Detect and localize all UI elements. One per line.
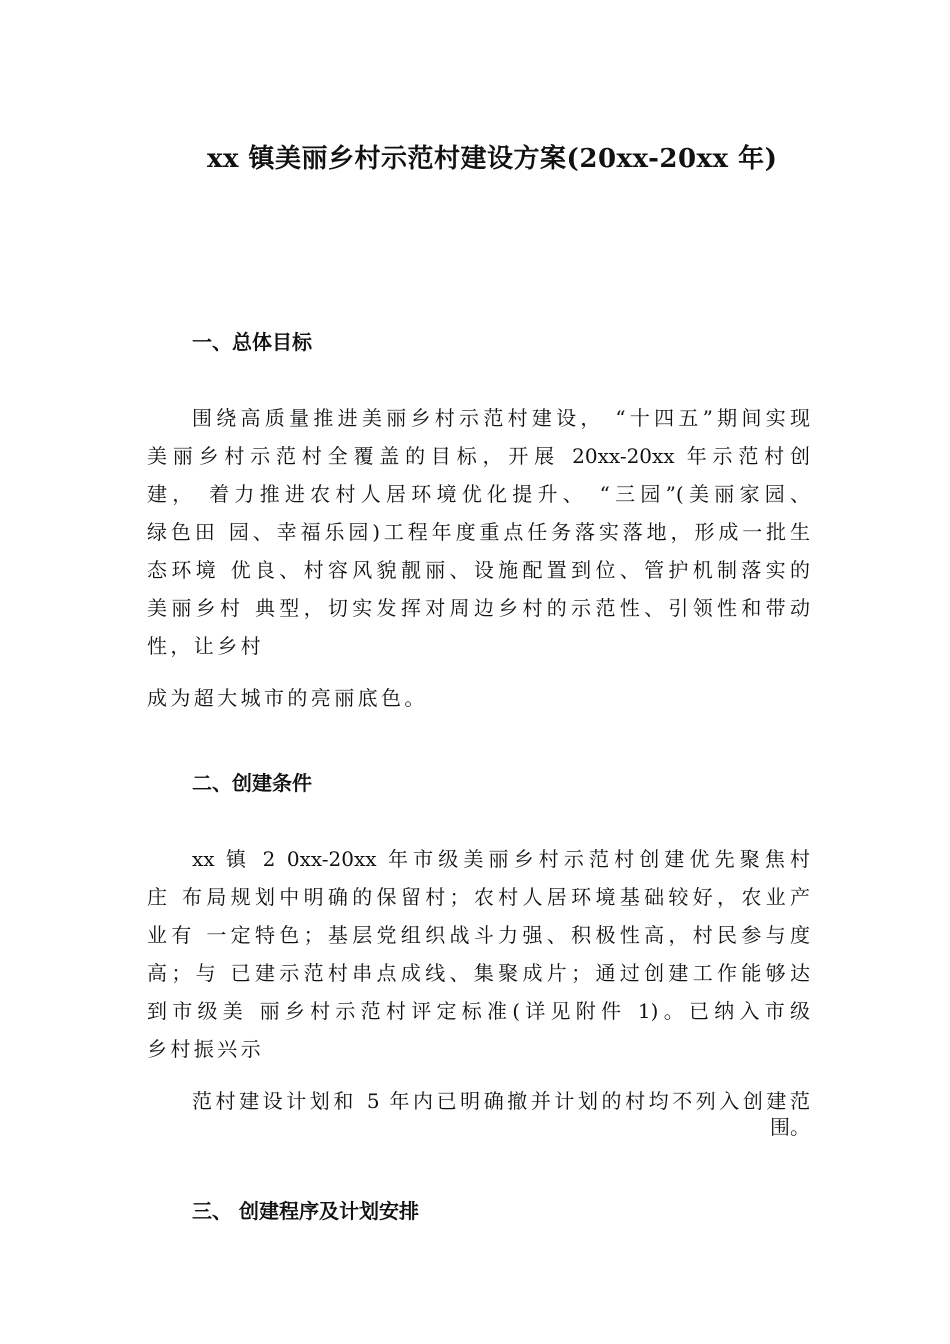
paragraph-line: 建， 着力推进农村人居环境优化提升、 “三园”(美丽家园、 xyxy=(147,482,810,506)
paragraph-line: 乡村振兴示 xyxy=(147,1037,264,1061)
section-heading-conditions: 二、创建条件 xyxy=(192,771,312,795)
paragraph-line: 围绕高质量推进美丽乡村示范村建设， “十四五”期间实现 xyxy=(192,406,810,430)
paragraph-line: 性，让乡村 xyxy=(147,634,264,658)
paragraph-line: xx 镇 2 0xx-20xx 年市级美丽乡村示范村创建优先聚焦村 xyxy=(192,847,810,871)
paragraph-line: 美丽乡村示范村全覆盖的目标，开展 20xx-20xx 年示范村创 xyxy=(147,444,810,468)
section-heading-goals: 一、总体目标 xyxy=(192,330,312,354)
paragraph-line: 美丽乡村 典型，切实发挥对周边乡村的示范性、引领性和带动 xyxy=(147,596,810,620)
paragraph-line: 围。 xyxy=(770,1115,810,1139)
section-heading-procedure: 三、 创建程序及计划安排 xyxy=(192,1199,419,1223)
paragraph-line: 成为超大城市的亮丽底色。 xyxy=(147,686,428,710)
paragraph-line: 范村建设计划和 5 年内已明确撤并计划的村均不列入创建范 xyxy=(192,1089,810,1113)
paragraph-line: 业有 一定特色；基层党组织战斗力强、积极性高，村民参与度 xyxy=(147,923,810,947)
paragraph-line: 庄 布局规划中明确的保留村；农村人居环境基础较好，农业产 xyxy=(147,885,810,909)
paragraph-line: 态环境 优良、村容风貌靓丽、设施配置到位、管护机制落实的 xyxy=(147,558,810,582)
document-title: xx 镇美丽乡村示范村建设方案(20xx-20xx 年) xyxy=(207,144,778,174)
paragraph-line: 高；与 已建示范村串点成线、集聚成片；通过创建工作能够达 xyxy=(147,961,810,985)
paragraph-line: 绿色田 园、幸福乐园)工程年度重点任务落实落地，形成一批生 xyxy=(147,520,810,544)
paragraph-line: 到市级美 丽乡村示范村评定标准(详见附件 1)。已纳入市级 xyxy=(147,999,810,1023)
